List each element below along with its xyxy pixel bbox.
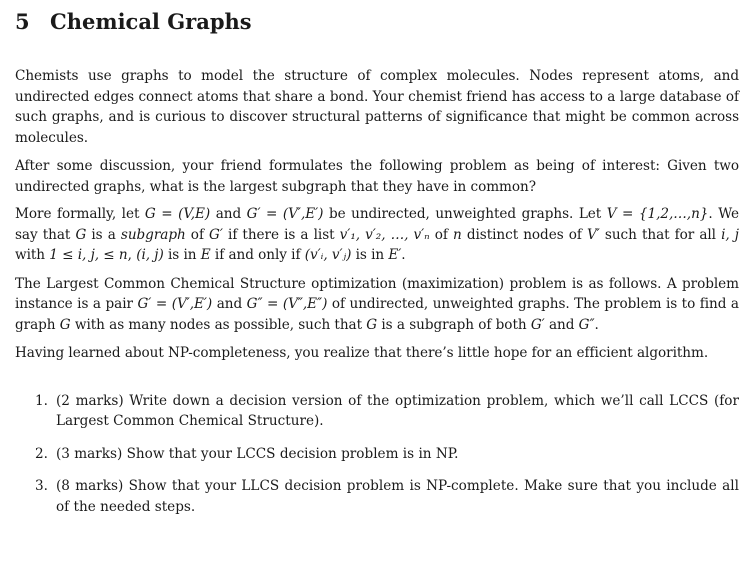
text-segment: distinct nodes of	[461, 226, 587, 243]
task-list	[15, 391, 739, 518]
section-title: Chemical Graphs	[50, 9, 252, 34]
text-segment: with as many nodes as possible, such that	[70, 316, 367, 333]
text-segment: is in	[163, 247, 201, 263]
text-segment: ,	[127, 247, 137, 263]
text-segment: if there is a list	[222, 226, 340, 243]
math-expression: G = (V,E)	[144, 206, 211, 222]
problem-statement-paragraph	[15, 274, 739, 336]
np-completeness-paragraph: Having learned about NP-completeness, you realize that there’s little hope for an efficient algorithm.	[15, 345, 709, 361]
list-item	[15, 476, 739, 517]
text-segment: such that for all	[599, 226, 722, 243]
text-segment: More formally, let	[15, 206, 145, 222]
math-expression: (v′ᵢ, v′ⱼ)	[304, 247, 352, 263]
intro-paragraph: Chemists use graphs to model the structure of complex molecules. Nodes represent atoms, and undirected edges connect atoms that share a bond. Your chemist friend has access to a large database of such graphs, and is curious to discover structural patterns of significance that might be common across molecules.	[15, 68, 739, 146]
list-item-number: 3.	[35, 478, 48, 494]
math-expression: G′	[530, 316, 545, 333]
math-expression: V′	[587, 226, 600, 243]
subgraph-definition-paragraph	[15, 204, 739, 266]
text-segment: be undirected, unweighted graphs. Let	[323, 206, 607, 222]
math-expression: G	[75, 226, 87, 243]
math-expression: E	[200, 247, 211, 263]
math-expression: G	[59, 316, 71, 333]
text-segment: is in	[351, 247, 389, 263]
math-expression: G	[366, 316, 378, 333]
problem-motivation-paragraph: After some discussion, your friend formulates the following problem as being of interest: Given two undirected graphs, what is the largest subgraph that they have in common?	[15, 158, 739, 195]
list-item-number: 1.	[35, 392, 48, 409]
text-segment: of	[429, 226, 453, 243]
document-page	[15, 8, 739, 529]
section-heading	[15, 8, 739, 36]
list-item	[15, 391, 739, 432]
math-expression: G′	[209, 226, 223, 243]
text-segment: . We say that	[15, 206, 740, 243]
text-segment: and	[210, 206, 247, 222]
text-segment: is a	[86, 226, 121, 243]
list-item-text: (2 marks) Write down a decision version of the optimization problem, which we’ll call LCCS (for Largest Common Chemical Structure).	[56, 392, 739, 429]
text-segment: .	[594, 316, 599, 333]
math-expression: G′ = (V′,E′)	[137, 296, 213, 312]
math-expression: 1 ≤ i, j, ≤ n	[49, 247, 128, 263]
text-segment: with	[15, 247, 50, 263]
math-expression: G″	[578, 316, 595, 333]
math-expression: (i, j)	[136, 247, 164, 263]
math-expression: v′₁, v′₂, …, v′ₙ	[339, 226, 430, 243]
text-segment: of	[185, 226, 210, 243]
math-expression: i, j	[721, 226, 739, 243]
text-segment: and	[544, 316, 579, 333]
section-number: 5	[15, 9, 30, 34]
math-expression: n	[453, 226, 462, 243]
text-segment: if and only if	[210, 247, 305, 263]
text-segment: .	[401, 247, 406, 263]
math-expression: E′	[388, 247, 402, 263]
defined-term: subgraph	[120, 226, 186, 243]
text-segment: is a subgraph of both	[377, 316, 531, 333]
list-item-text: (8 marks) Show that your LLCS decision problem is NP-complete. Make sure that you include all of the needed steps.	[56, 478, 739, 515]
list-item	[15, 444, 739, 465]
math-expression: G″ = (V″,E″)	[246, 296, 328, 312]
text-segment: and	[212, 296, 247, 312]
math-expression: G′ = (V′,E′)	[246, 206, 324, 222]
text-segment: The Largest Common Chemical Structure optimization (maximization) problem is as follows. A problem instance is a pair	[15, 275, 739, 312]
list-item-text: (3 marks) Show that your LCCS decision problem is in NP.	[56, 445, 459, 462]
text-segment: of undirected, unweighted graphs. The problem is to find a graph	[15, 296, 739, 333]
list-item-number: 2.	[35, 445, 48, 462]
math-expression: V = {1,2,…,n}	[606, 206, 709, 222]
